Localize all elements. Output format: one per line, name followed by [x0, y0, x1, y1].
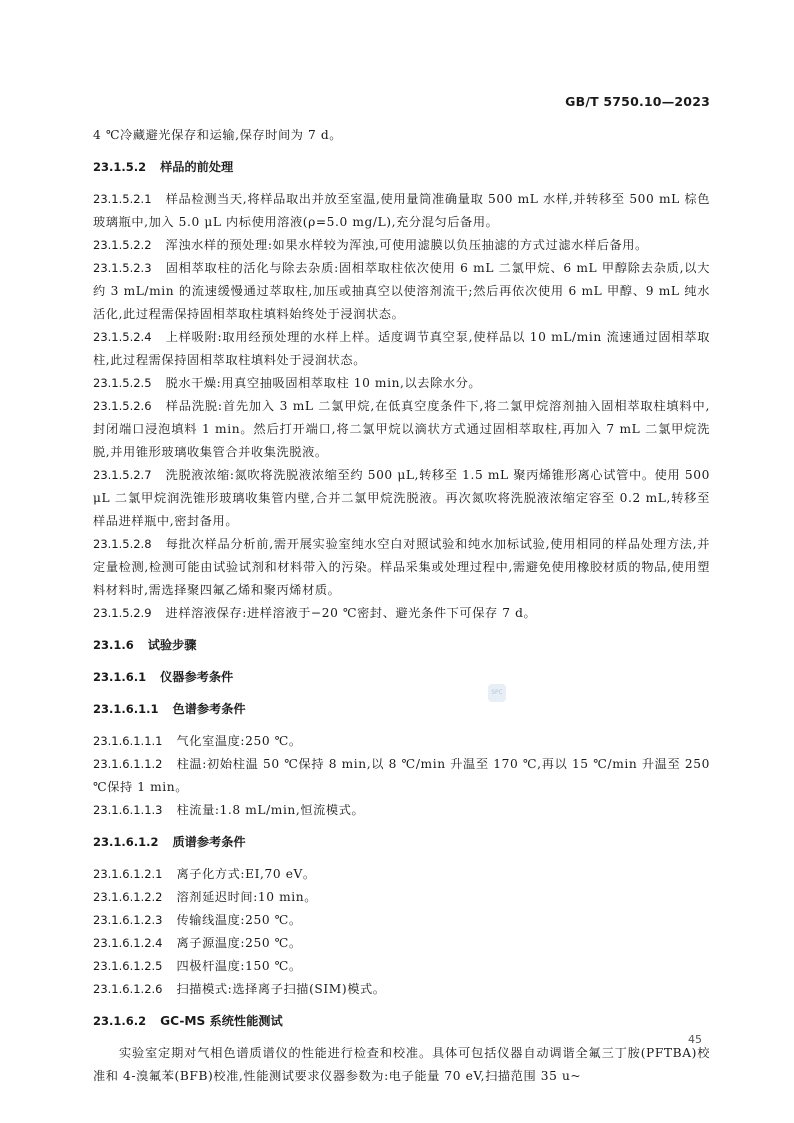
clause-text: 上样吸附:取用经预处理的水样上样。适度调节真空泵,使样品以 10 mL/min 流速通过固相萃取柱,此过程需保持固相萃取柱填料处于浸润状态。 [93, 330, 710, 367]
clause-item [93, 257, 710, 326]
clause-item [93, 909, 710, 932]
standard-code: GB/T 5750.10—2023 [565, 94, 710, 109]
section-number: 23.1.6.1 [93, 670, 147, 684]
clause-number: 23.1.5.2.1 [93, 192, 152, 206]
section-heading [93, 698, 710, 721]
clause-text: 样品洗脱:首先加入 3 mL 二氯甲烷,在低真空度条件下,将二氯甲烷溶剂抽入固相萃取柱填料中,封闭端口浸泡填料 1 min。然后打开端口,将二氯甲烷以滴状方式通过固相萃取柱,再加入 7 mL 二氯甲烷洗脱,并用锥形玻璃收集管合并收集洗脱液。 [93, 399, 710, 459]
spacer [93, 854, 710, 863]
clause-number: 23.1.6.1.2.5 [93, 959, 163, 973]
clause-item [93, 955, 710, 978]
clause-number: 23.1.5.2.8 [93, 537, 152, 551]
clause-item [93, 372, 710, 395]
section-title: 色谱参考条件 [172, 702, 246, 716]
clause-number: 23.1.5.2.6 [93, 399, 152, 413]
clause-item [93, 978, 710, 1001]
clause-text: 脱水干燥:用真空抽吸固相萃取柱 10 min,以去除水分。 [165, 376, 482, 390]
clause-item [93, 863, 710, 886]
clause-text: 柱流量:1.8 mL/min,恒流模式。 [176, 803, 365, 817]
clause-number: 23.1.5.2.7 [93, 468, 152, 482]
section-heading [93, 156, 710, 179]
spacer [93, 179, 710, 188]
clause-text: 离子化方式:EI,70 eV。 [176, 867, 316, 881]
clause-text: 固相萃取柱的活化与除去杂质:固相萃取柱依次使用 6 mL 二氯甲烷、6 mL 甲醇除去杂质,以大约 3 mL/min 的流速缓慢通过萃取柱,加压或抽真空以使溶剂流干;然后再依次使用 6 mL 甲醇、9 mL 纯水活化,此过程需保持固相萃取柱填料始终处于浸润状态。 [93, 261, 710, 321]
clause-text: 每批次样品分析前,需开展实验室纯水空白对照试验和纯水加标试验,使用相同的样品处理方法,并定量检测,检测可能由试验试剂和材料带入的污染。样品采集或处理过程中,需避免使用橡胶材质的物品,使用塑料材料时,需选择聚四氟乙烯和聚丙烯材质。 [93, 537, 710, 597]
clause-text: 溶剂延迟时间:10 min。 [176, 890, 318, 904]
clause-item [93, 932, 710, 955]
clause-item [93, 234, 710, 257]
clause-number: 23.1.5.2.9 [93, 606, 152, 620]
clause-number: 23.1.6.1.2.3 [93, 913, 163, 927]
clause-number: 23.1.6.1.2.2 [93, 890, 163, 904]
section-title: 样品的前处理 [160, 160, 234, 174]
section-number: 23.1.6.2 [93, 1014, 147, 1028]
clause-text: 扫描模式:选择离子扫描(SIM)模式。 [176, 982, 386, 996]
clause-text: 浑浊水样的预处理:如果水样较为浑浊,可使用滤膜以负压抽滤的方式过滤水样后备用。 [165, 238, 648, 252]
clause-item [93, 395, 710, 464]
section-heading [93, 634, 710, 657]
document-body [93, 124, 710, 1088]
clause-item [93, 753, 710, 799]
clause-number: 23.1.6.1.2.4 [93, 936, 163, 950]
spacer [93, 147, 710, 156]
spacer [93, 625, 710, 634]
clause-text: 气化室温度:250 ℃。 [176, 734, 302, 748]
body-paragraph: 实验室定期对气相色谱质谱仪的性能进行检查和校准。具体可包括仪器自动调谐全氟三丁胺(PFTBA)校准和 4-溴氟苯(BFB)校准,性能测试要求仪器参数为:电子能量 70 eV,扫描范围 35 u~ [93, 1046, 710, 1083]
spacer [93, 657, 710, 666]
section-number: 23.1.6 [93, 638, 134, 652]
clause-item [93, 602, 710, 625]
section-heading [93, 831, 710, 854]
section-number: 23.1.6.1.1 [93, 702, 159, 716]
section-heading [93, 666, 710, 689]
clause-text: 四极杆温度:150 ℃。 [176, 959, 302, 973]
clause-number: 23.1.5.2.5 [93, 376, 152, 390]
clause-item [93, 326, 710, 372]
clause-item [93, 799, 710, 822]
section-number: 23.1.6.1.2 [93, 835, 159, 849]
watermark-logo-icon: SPC [488, 684, 506, 702]
page-number: 45 [688, 1033, 702, 1046]
spacer [93, 822, 710, 831]
clause-number: 23.1.5.2.3 [93, 261, 152, 275]
clause-text: 离子源温度:250 ℃。 [176, 936, 302, 950]
clause-item [93, 188, 710, 234]
clause-text: 进样溶液保存:进样溶液于−20 ℃密封、避光条件下可保存 7 d。 [165, 606, 537, 620]
clause-number: 23.1.6.1.1.3 [93, 803, 163, 817]
clause-number: 23.1.6.1.1.1 [93, 734, 163, 748]
clause-item [93, 464, 710, 533]
clause-text: 柱温:初始柱温 50 ℃保持 8 min,以 8 ℃/min 升温至 170 ℃,再以 15 ℃/min 升温至 250 ℃保持 1 min。 [93, 757, 710, 794]
clause-item [93, 730, 710, 753]
section-title: GC-MS 系统性能测试 [160, 1014, 283, 1028]
clause-text: 样品检测当天,将样品取出并放至室温,使用量筒准确量取 500 mL 水样,并转移至 500 mL 棕色玻璃瓶中,加入 5.0 μL 内标使用溶液(ρ=5.0 mg/L),充分混匀后备用。 [93, 192, 710, 229]
section-number: 23.1.5.2 [93, 160, 147, 174]
section-title: 质谱参考条件 [172, 835, 246, 849]
spacer [93, 721, 710, 730]
section-title: 仪器参考条件 [160, 670, 234, 684]
clause-number: 23.1.6.1.1.2 [93, 757, 163, 771]
spacer [93, 1001, 710, 1010]
body-paragraph: 4 ℃冷藏避光保存和运输,保存时间为 7 d。 [93, 128, 343, 142]
spacer [93, 1033, 710, 1042]
section-heading [93, 1010, 710, 1033]
clause-text: 洗脱液浓缩:氮吹将洗脱液浓缩至约 500 μL,转移至 1.5 mL 聚丙烯锥形离心试管中。使用 500 μL 二氯甲烷润洗锥形玻璃收集管内壁,合并二氯甲烷洗脱液。再次氮吹将洗脱液浓缩定容至 0.2 mL,转移至样品进样瓶中,密封备用。 [93, 468, 710, 528]
spacer [93, 689, 710, 698]
clause-number: 23.1.6.1.2.6 [93, 982, 163, 996]
clause-item [93, 533, 710, 602]
clause-text: 传输线温度:250 ℃。 [176, 913, 302, 927]
clause-item [93, 886, 710, 909]
section-title: 试验步骤 [147, 638, 197, 652]
clause-number: 23.1.6.1.2.1 [93, 867, 163, 881]
clause-number: 23.1.5.2.4 [93, 330, 152, 344]
clause-number: 23.1.5.2.2 [93, 238, 152, 252]
